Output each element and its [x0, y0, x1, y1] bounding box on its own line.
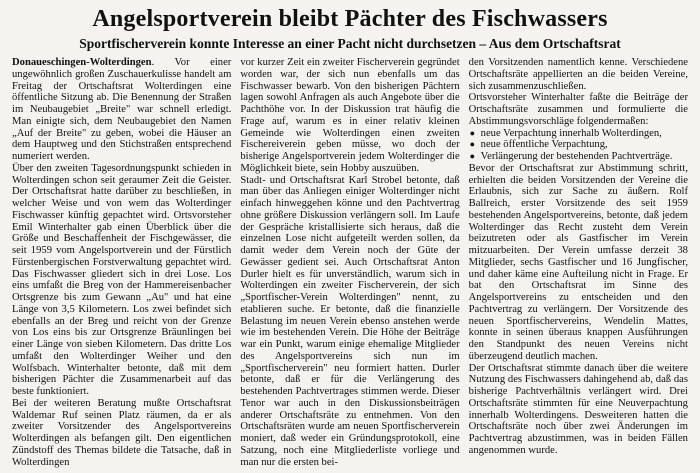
paragraph: Über den zweiten Tagesordnungspunkt schieden in Wolterdingen schon seit geraumer Zeit die Geister. Der Ortschaftsrat hatte darüber zu beschließen, in welcher Weise und von wem das Wolterdinger Fischwasser künftig gepachtet wird. Ortsvorsteher Emil Winterhalter gab einen Überblick über die Größe und Beschaffenheit der Fischgewässer, die seit 1959 vom Angelsportverein und der Fürstlich Fürstenbergischen Forstverwaltung gepachtet wird. Das Fischwasser gliedert sich in drei Lose. Los eins umfaßt die Breg von der Hammereisenbacher Ortsgrenze bis zum Gewann „Au" und hat eine Länge von 3,5 Kilometern. Los zwei befindet sich ebenfalls an der Breg und reicht von der Grenze von Los eins bis zur Ortsgrenze Bräunlingen bei einer Länge von sieben Kilometern. Das dritte Los umfaßt den Wolterdinger Weiher und den Wolfsbach. Winterhalter betonte, daß mit dem bisherigen Pächter die Zusammenarbeit auf das beste funktioniert. — [12, 162, 232, 397]
paragraph: Der Ortschaftsrat stimmte danach über die weitere Nutzung des Fischwassers dahingehend ab, daß das bisherige Pachtverhältnis verlängert wird. Drei Ortschaftsräte stimmten für eine Neuverpachtung innerhalb Wolterdingens. Desweiteren hatten die Ortschaftsräte noch über zwei Änderungen im Pachtvertrag abzustimmen, was in beiden Fällen angenommen wurde. — [468, 362, 688, 456]
column-2 — [240, 57, 459, 468]
paragraph: den Vorsitzenden namentlich kenne. Verschiedene Ortschaftsräte appellierten an die beiden Vereine, sich zusammenzuschließen. — [468, 57, 688, 92]
vote-options-list — [469, 128, 688, 163]
paragraph: Donaueschingen-Wolterdingen. Vor einer ungewöhnlich großen Zuschauerkulisse handelt am Freitag der Ortschaftsrat Wolterdingen eine öffentliche Sitzung ab. Die Benennung der Straßen im Neubaugebiet „Breite" war schnell erledigt. Man einigte sich, dem Neubaugebiet den Namen „Auf der Breite" zu geben, wobei die Häuser an dem Hauptweg und den Stichstraßen entsprechend numeriert werden. — [12, 57, 232, 162]
dateline: Donaueschingen-Wolterdingen — [12, 57, 152, 68]
headline: Angelsportverein bleibt Pächter des Fischwassers — [92, 6, 608, 32]
article-body — [12, 57, 688, 468]
column-3 — [469, 57, 688, 468]
list-item: ● neue öffentliche Verpachtung, — [481, 139, 688, 151]
paragraph: Bei der weiteren Beratung mußte Ortschaftsrat Waldemar Ruf seinen Platz räumen, da er als zweiter Vorsitzender des Angelsportvereins Wolterdingen als befangen gilt. Den eigentlichen Zündstoff des Themas bildete die Tatsache, daß in Wolterdingen — [12, 397, 232, 468]
paragraph: Bevor der Ortschaftsrat zur Abstimmung schritt, erhielten die beiden Vorsitzenden der Vereine die Erlaubnis, sich zur Sache zu äußern. Rolf Ballreich, erster Vorsitzende des seit 1959 bestehenden Angelsportvereins, betonte, daß jedem Wolterdinger das Recht zusteht dem Verein beizutreten oder als Gastfischer im Verein mitzuarbeiten. Der Verein umfasse derzeit 38 Mitglieder, sechs Gastfischer und 16 Jungfischer, und daher käme eine Aufteilung nicht in Frage. Er bat den Ortschaftsrat im Sinne des Angelsportvereins zu entscheiden und den Pachtvertrag zu verlängern. Der Vorsitzende des neuen Sportfischervereins, Wendelin Mattes, konnte in seinen überaus knappen Ausführungen den Standpunkt des neuen Vereins nicht überzeugend deutlich machen. — [468, 162, 688, 362]
paragraph: Stadt- und Ortschaftsrat Karl Strobel betonte, daß man über das Anliegen einiger Wolterdinger nicht einfach hinweggehen könne und den Pachtvertrag ohne größere Diskussion verlängern soll. Im Laufe der Gespräche kristallisierte sich heraus, daß die einzelnen Lose nicht aufgeteilt werden sollen, da damit weder dem Verein noch der Güte der Gewässer gedient sei. Auch Ortschaftsrat Anton Durler hielt es für unverständlich, warum sich in Wolterdingen ein zweiter Fischerverein, der sich „Sportfischer-Verein Wolterdingen" nennt, zu etablieren suche. Er betonte, daß die finanzielle Belastung im neuen Verein ebenso anstehen werde wie im bestehenden Verein. Die Höhe der Beiträge war ein Punkt, warum einige ehemalige Mitglieder des Angelsportvereins sich nun im „Sportfischerverein" neu formiert hatten. Durler betonte, daß er für die Verlängerung des bestehenden Pachtvertrages stimmen werde. Dieser Tenor war auch in den Diskussionsbeiträgen anderer Ortschaftsräte zu entnehmen. Von den Ortschaftsräten wurde am neuen Sportfischerverein moniert, daß weder ein Gründungsprotokoll, eine Satzung, noch eine Mitgliederliste vorliege und man nur die ersten bei- — [240, 174, 460, 468]
paragraph: vor kurzer Zeit ein zweiter Fischerverein gegründet worden war, der sich nun ebenfalls um das Fischwasser bewarb. Von den bisherigen Pächtern lagen sowohl Anfragen als auch Angebote über die Pachthöhe vor. In der Diskussion trat häufig die Frage auf, warum es in einer relativ kleinen Gemeinde wie Wolterdingen einen zweiten Fischereiverein geben müsse, wo doch der bisherige Angelsportverein jedem Wolterdinger die Möglichkeit biete, sein Hobby auszuüben. — [240, 57, 460, 174]
column-1 — [12, 57, 231, 468]
paragraph: Ortsvorsteher Winterhalter faßte die Beiträge der Ortschaftsräte zusammen und formulierte die Abstimmungsvorschläge folgendermaßen: — [468, 92, 688, 127]
list-item: ● Verlängerung der bestehenden Pachtverträge. — [481, 151, 688, 163]
subheadline: Sportfischerverein konnte Interesse an einer Pacht nicht durchsetzen – Aus dem Ortschaftsrat — [79, 36, 621, 51]
list-item: ● neue Verpachtung innerhalb Wolterdingen, — [481, 128, 688, 140]
